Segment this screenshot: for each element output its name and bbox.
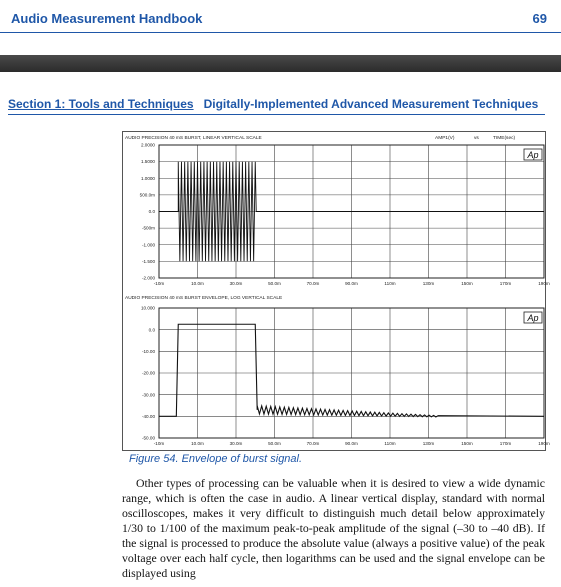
x-tick-label: 150m	[461, 281, 473, 286]
x-tick-label: 110m	[384, 441, 396, 446]
x-tick-label: 110m	[384, 281, 396, 286]
y-tick-label: -30.00	[141, 392, 155, 398]
x-tick-label: 190m	[538, 441, 550, 446]
header-band	[0, 55, 561, 72]
y-axis-label: AMP1(V)	[435, 136, 455, 141]
section-heading	[8, 97, 538, 111]
y-tick-label: 1.0000	[140, 175, 155, 181]
y-tick-label: 10.000	[140, 305, 155, 311]
x-tick-label: 150m	[461, 441, 473, 446]
ap-logo: Ap	[527, 312, 539, 323]
vs-label: vs	[474, 136, 479, 141]
section-subtitle: Digitally-Implemented Advanced Measurement Techniques	[203, 97, 539, 111]
x-tick-label: 50.0m	[268, 281, 281, 286]
x-tick-label: 170m	[499, 441, 512, 446]
section-rule	[8, 114, 545, 115]
x-tick-label: 10.0m	[191, 281, 204, 286]
y-tick-label: -1.000	[141, 242, 155, 248]
y-tick-label: -10.00	[141, 348, 155, 354]
y-tick-label: -1.500	[141, 258, 155, 264]
page-number: 69	[532, 11, 547, 26]
plot-title: AUDIO PRECISION 40 mS BURST ENVELOPE, LOG VERTICAL SCALE	[125, 296, 283, 301]
body-text	[122, 476, 545, 581]
y-tick-label: 0.0	[148, 327, 155, 333]
ap-logo: Ap	[527, 149, 539, 160]
x-tick-label: 30.0m	[229, 441, 243, 446]
y-tick-label: -2.000	[141, 275, 155, 281]
body-paragraph: Other types of processing can be valuable when it is desired to view a wide dynamic range, which is often the case in audio. A linear vertical display, standard with normal oscilloscopes, makes it very difficult to distinguish much detail below approximately 1/30 to 1/100 of the maximum peak-to-peak amplitude of the signal (–30 to –40 dB). If the signal is processed to produce the absolute value (always a positive value) of the peak voltage over each half cycle, then logarithms can be used and the signal envelope can be displayed using	[122, 476, 545, 580]
x-tick-label: 70.0m	[306, 281, 320, 286]
x-tick-label: 90.0m	[345, 281, 358, 286]
x-tick-label: 170m	[499, 281, 512, 286]
x-tick-label: 50.0m	[268, 441, 281, 446]
x-tick-label: -10m	[153, 281, 165, 286]
figure-chart	[123, 132, 550, 450]
x-tick-label: 70.0m	[306, 441, 320, 446]
running-header-title: Audio Measurement Handbook	[11, 11, 203, 26]
section-name: Section 1: Tools and Techniques	[8, 97, 194, 111]
y-tick-label: -40.00	[141, 413, 155, 419]
plot-title: AUDIO PRECISION 40 mS BURST, LINEAR VERTICAL SCALE	[125, 136, 262, 141]
x-axis-label: TIME(sec)	[493, 136, 516, 141]
y-tick-label: 0.0	[148, 209, 155, 215]
figure-caption: Figure 54. Envelope of burst signal.	[129, 453, 303, 465]
y-tick-label: -50.00	[141, 435, 155, 441]
y-tick-label: 2.0000	[140, 142, 155, 148]
x-tick-label: 30.0m	[229, 281, 243, 286]
x-tick-label: 130m	[422, 281, 435, 286]
figure-54	[122, 131, 550, 451]
x-tick-label: 190m	[538, 281, 550, 286]
x-tick-label: -10m	[153, 441, 165, 446]
header-rule	[0, 32, 561, 33]
x-tick-label: 130m	[422, 441, 435, 446]
x-tick-label: 90.0m	[345, 441, 358, 446]
y-tick-label: 500.0m	[139, 192, 155, 198]
x-tick-label: 10.0m	[191, 441, 204, 446]
y-tick-label: -20.00	[141, 370, 155, 376]
y-tick-label: -500m	[141, 225, 155, 231]
y-tick-label: 1.5000	[140, 159, 155, 165]
